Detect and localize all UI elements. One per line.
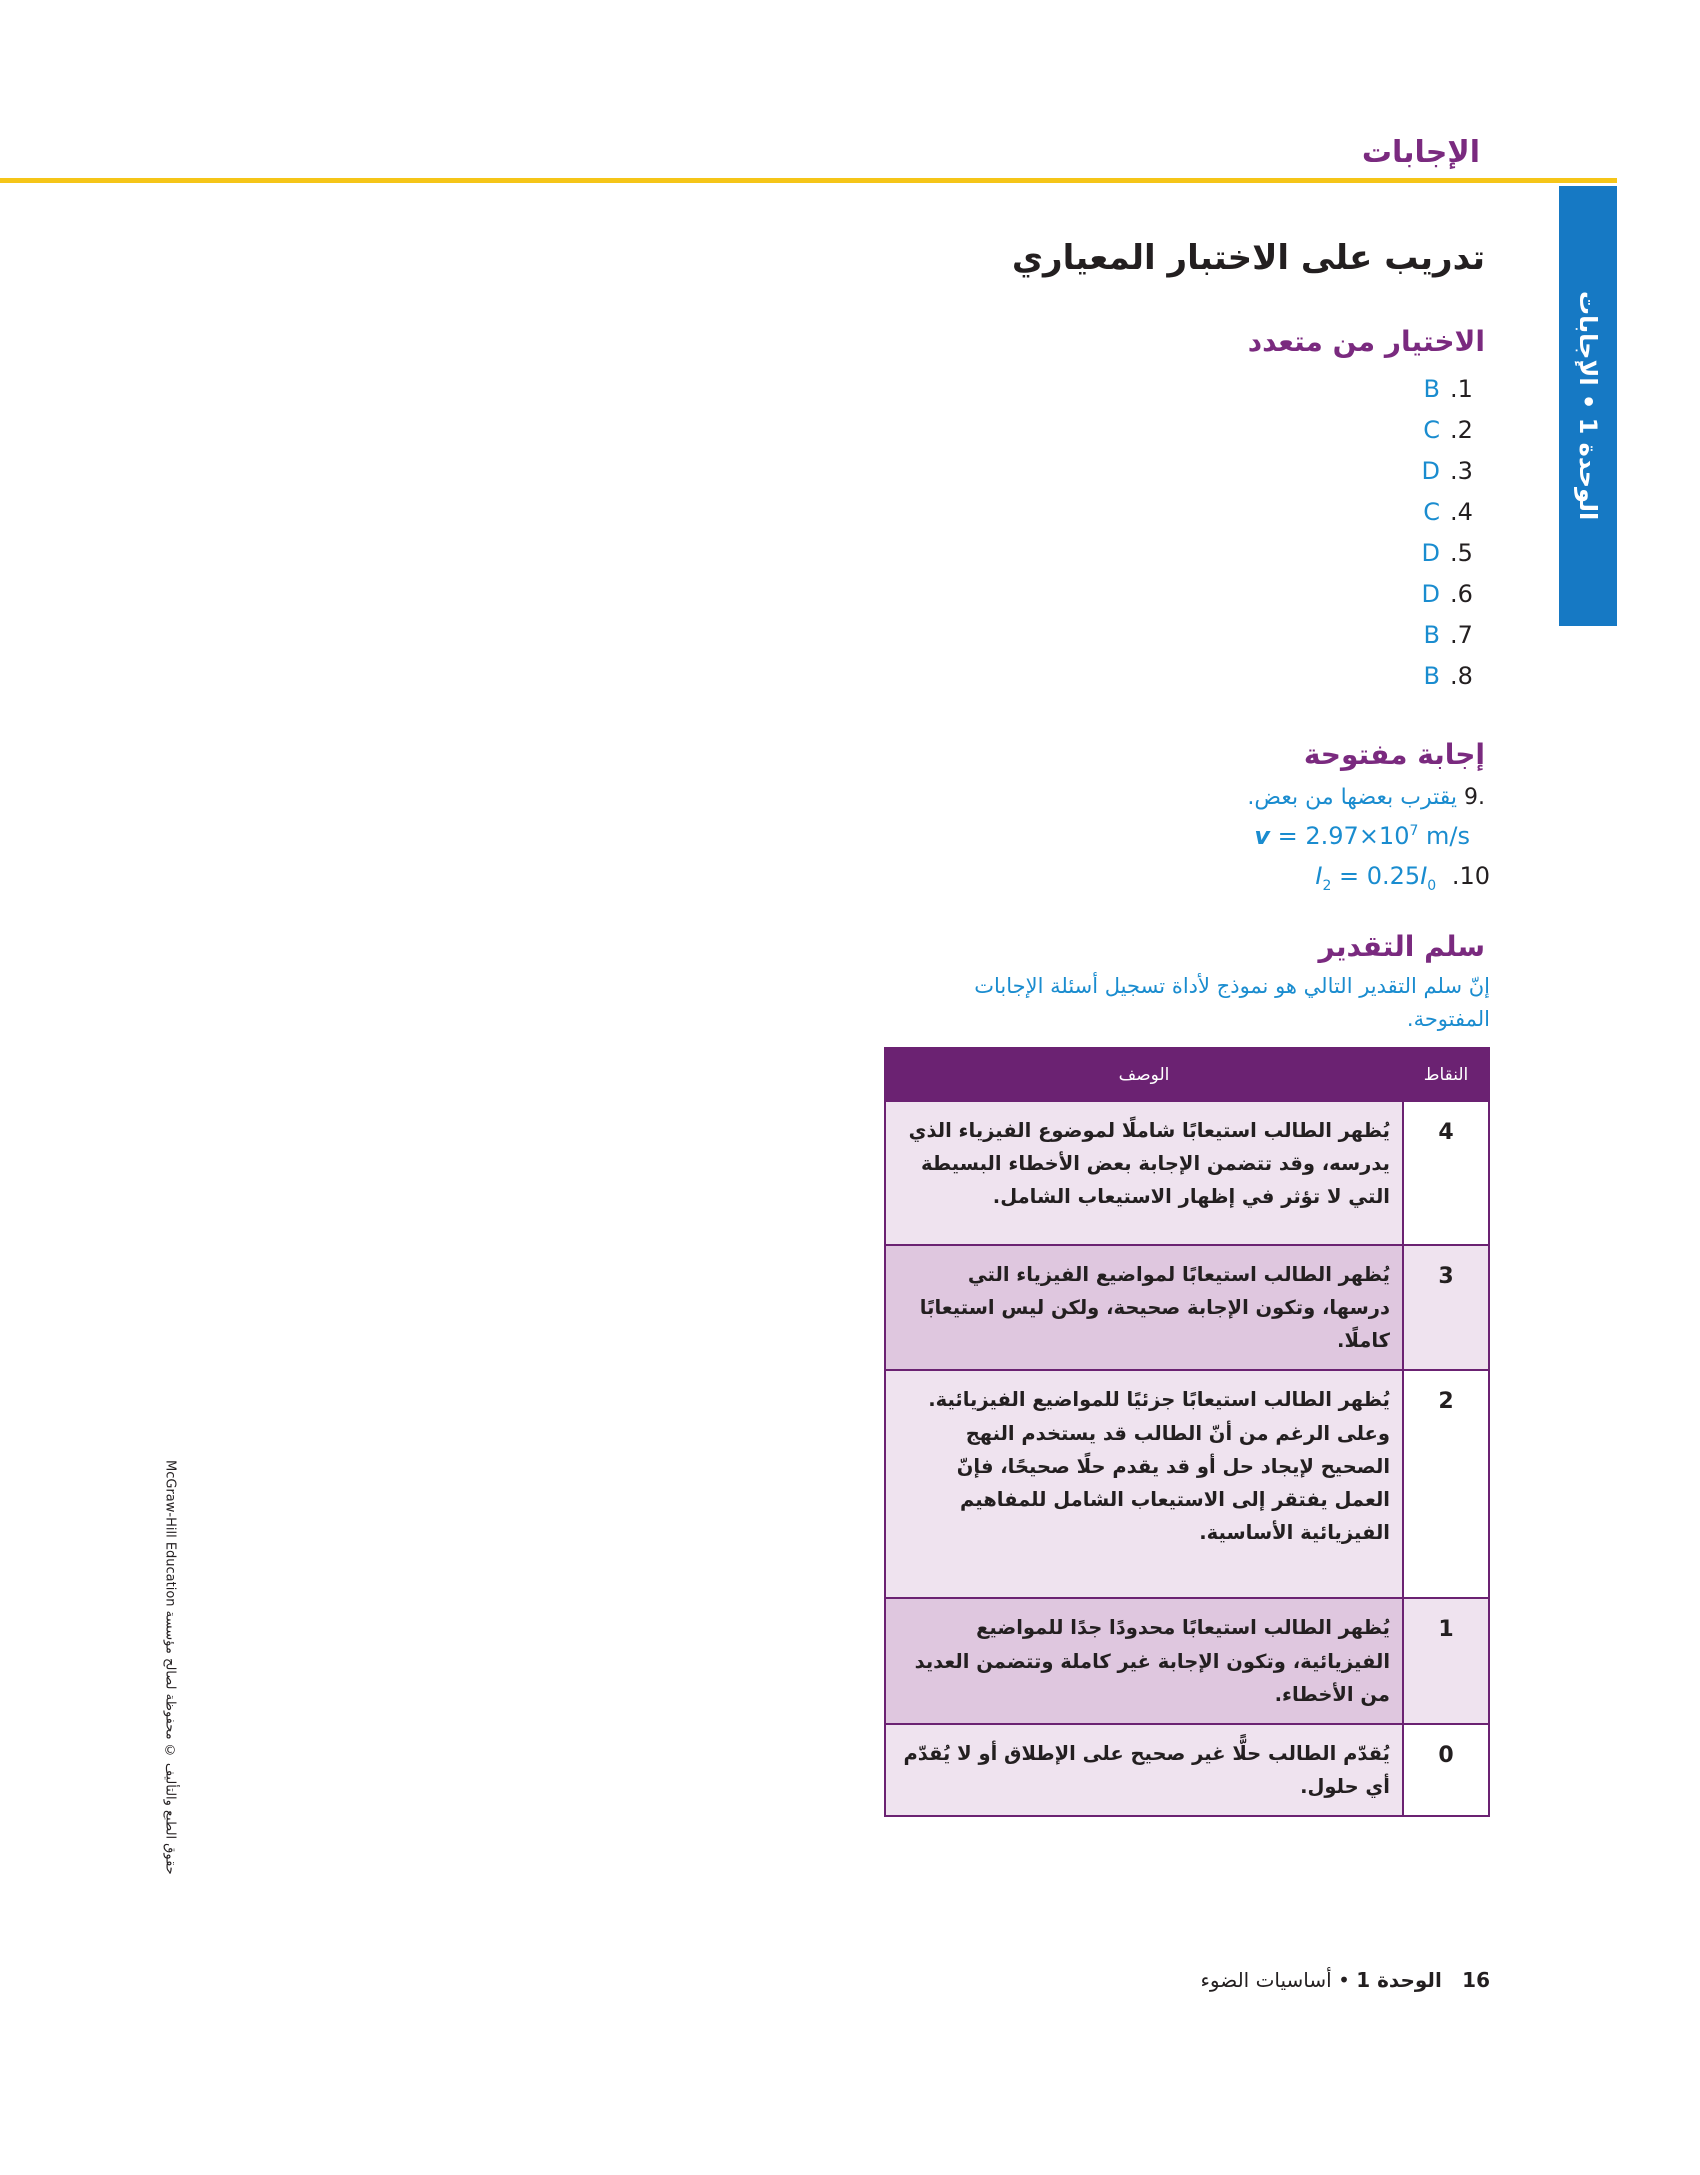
table-row [885,1245,1489,1370]
rubric-table [884,1047,1490,1817]
q9-line [785,785,1485,810]
list-item [1300,532,1490,573]
col-header-points: النقاط [1403,1048,1489,1101]
header-title: الإجابات [1361,135,1480,170]
description-cell: يُقدّم الطالب حلًّا غير صحيح على الإطلاق أو لا يُقدّم أي حلول. [885,1724,1403,1816]
list-item [1300,409,1490,450]
question-number: .3 [1450,456,1473,485]
side-tab-label: الوحدة 1 • الإجابات [1574,291,1602,521]
points-cell: 4 [1403,1101,1489,1245]
question-number: .6 [1450,579,1473,608]
list-item [1300,655,1490,696]
q9-equation [1100,822,1470,850]
answer-letter: C [1423,415,1440,444]
question-number: .7 [1450,620,1473,649]
header-divider [0,178,1617,183]
q10-lhs: I [1315,862,1323,890]
q9-eq-variable: v [1254,822,1270,850]
question-number: .2 [1450,415,1473,444]
list-item [1300,450,1490,491]
points-cell: 2 [1403,1370,1489,1598]
q10-rhs: I [1420,862,1428,890]
table-row [885,1370,1489,1598]
q10-number: .10 [1451,862,1490,890]
q9-eq-unit: m/s [1426,822,1470,850]
answer-letter: D [1421,579,1440,608]
q9-eq-value: = 2.97×10 [1277,822,1410,850]
question-number: .1 [1450,374,1473,403]
description-cell: يُظهر الطالب استيعابًا جزئيًا للمواضيع الفيزيائية. وعلى الرغم من أنّ الطالب قد يستخدم النهج الصحيح لإيجاد حل أو قد يقدم حلًا صحيحًا، فإنّ العمل يفتقر إلى الاستيعاب الشامل للمفاهيم الفيزيائية الأساسية. [885,1370,1403,1598]
table-header-row [885,1048,1489,1101]
description-cell: يُظهر الطالب استيعابًا لمواضيع الفيزياء التي درسها، وتكون الإجابة صحيحة، ولكن ليس استيعابًا كاملًا. [885,1245,1403,1370]
page-number: 16 [1462,1968,1490,1992]
footer-unit: الوحدة 1 [1356,1968,1442,1992]
list-item [1300,368,1490,409]
points-cell: 1 [1403,1598,1489,1723]
page-footer [1100,1968,1490,1992]
q10-mid: = 0.25 [1339,862,1421,890]
copyright-credit [150,1460,190,1940]
answer-letter: B [1423,374,1440,403]
table-row [885,1598,1489,1723]
description-cell: يُظهر الطالب استيعابًا شاملًا لموضوع الفيزياء الذي يدرسه، وقد تتضمن الإجابة بعض الأخطاء البسيطة التي لا تؤثر في إظهار الاستيعاب الشامل. [885,1101,1403,1245]
footer-chapter: أساسيات الضوء [1200,1968,1332,1992]
rubric-heading: سلم التقدير [1318,930,1485,963]
list-item [1300,491,1490,532]
side-tab [1559,186,1617,626]
copyright-text: McGraw-Hill Education حقوق الطبع والتأليف © محفوظة لصالح مؤسسة [162,1460,178,1875]
footer-separator: • [1338,1968,1350,1992]
list-item [1300,573,1490,614]
answer-letter: B [1423,661,1440,690]
question-number: .5 [1450,538,1473,567]
points-cell: 3 [1403,1245,1489,1370]
q9-number: .9 [1464,785,1485,810]
table-row [885,1724,1489,1816]
q10-lhs-sub: 2 [1322,877,1332,894]
question-number: .4 [1450,497,1473,526]
answer-letter: C [1423,497,1440,526]
q10-line [1200,862,1490,894]
col-header-description: الوصف [885,1048,1403,1101]
table-row [885,1101,1489,1245]
answer-letter: D [1421,456,1440,485]
rubric-intro: إنّ سلم التقدير التالي هو نموذج لأداة تسجيل أسئلة الإجابات المفتوحة. [974,974,1490,1031]
points-cell: 0 [1403,1724,1489,1816]
multiple-choice-heading: الاختيار من متعدد [1247,325,1485,358]
q9-eq-exponent: 7 [1409,823,1419,839]
description-cell: يُظهر الطالب استيعابًا محدودًا جدًا للمواضيع الفيزيائية، وتكون الإجابة غير كاملة وتتضمن العديد من الأخطاء. [885,1598,1403,1723]
q9-text: يقترب بعضها من بعض. [1247,785,1457,810]
answer-letter: D [1421,538,1440,567]
answer-letter: B [1423,620,1440,649]
question-number: .8 [1450,661,1473,690]
q10-rhs-sub: 0 [1427,877,1437,894]
list-item [1300,614,1490,655]
page-title: تدريب على الاختبار المعياري [1011,238,1485,278]
multiple-choice-list [1300,368,1490,696]
open-response-heading: إجابة مفتوحة [1303,738,1485,771]
